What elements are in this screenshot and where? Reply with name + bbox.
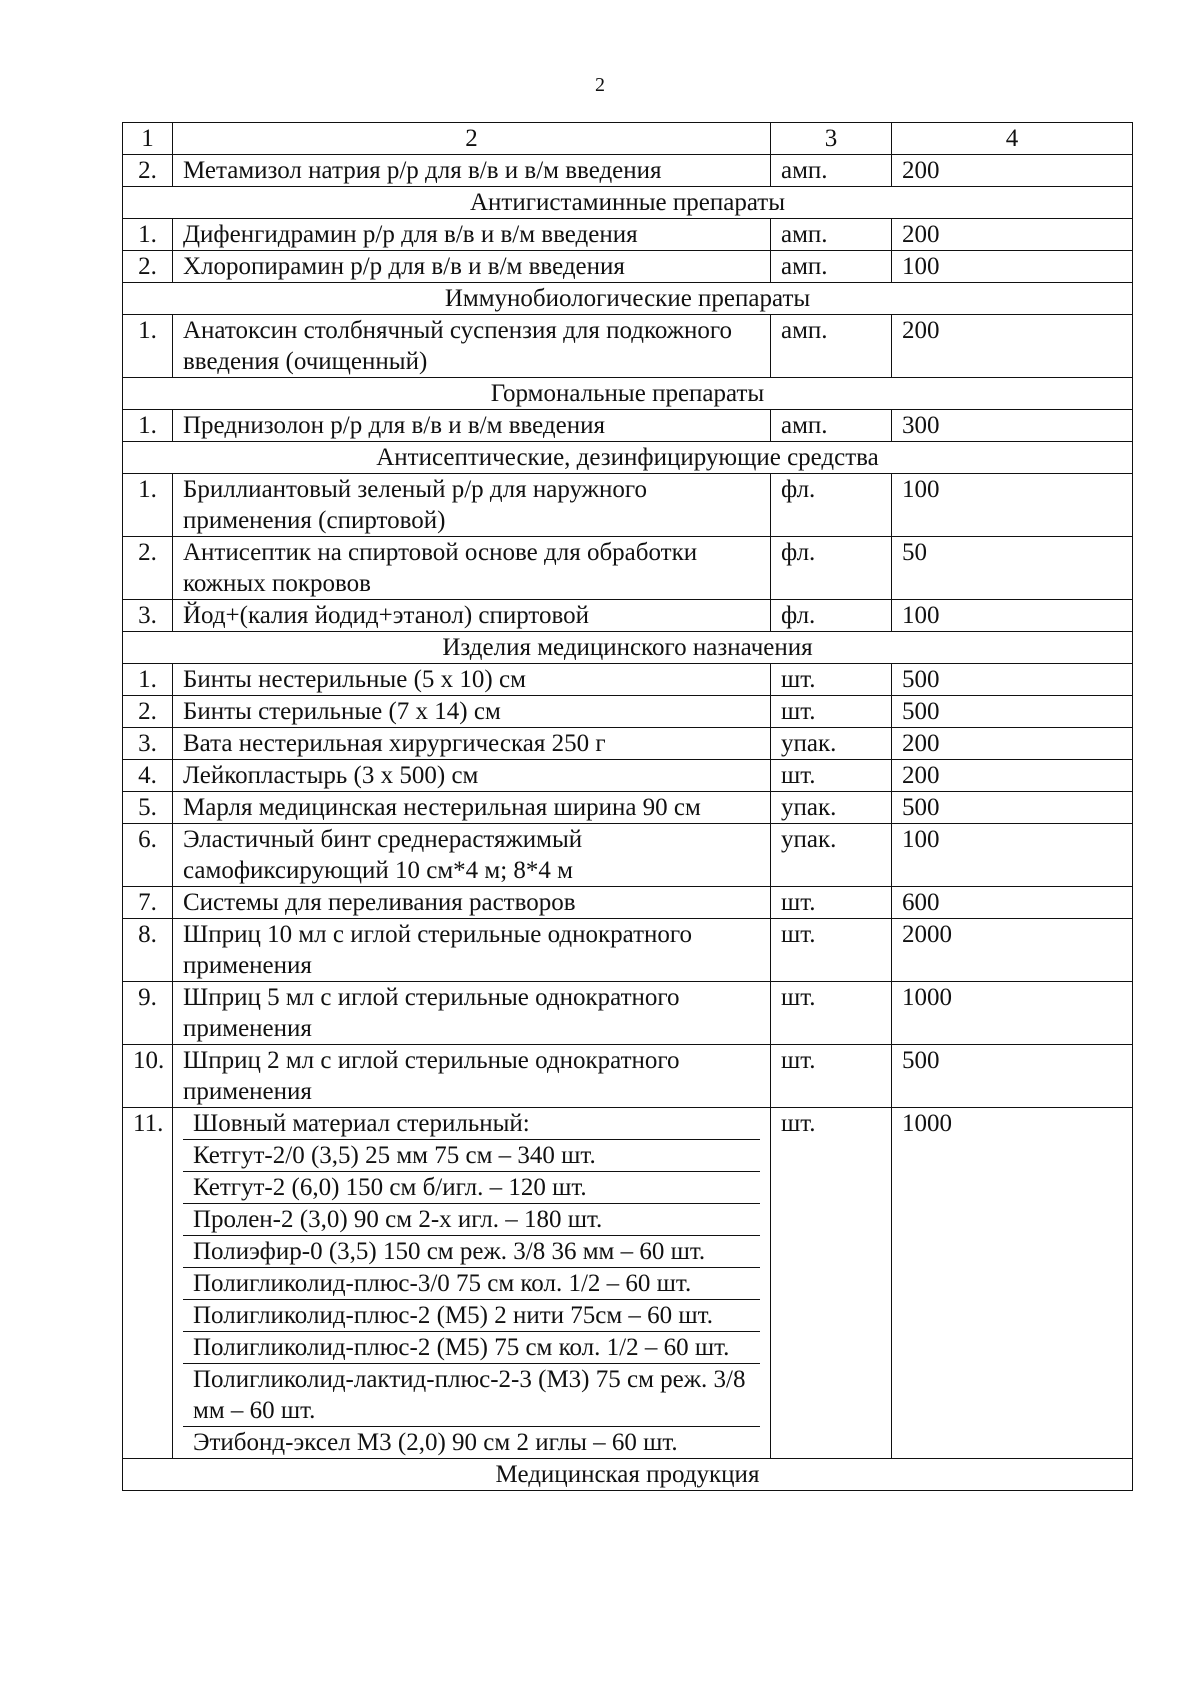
table-row [123, 537, 1133, 600]
sublist-item: Пролен-2 (3,0) 90 см 2-х игл. – 180 шт. [183, 1204, 760, 1236]
header-row [123, 123, 1133, 155]
section-title: Изделия медицинского назначения [123, 632, 1133, 664]
sublist-item: Кетгут-2 (6,0) 150 см б/игл. – 120 шт. [183, 1172, 760, 1204]
item-quantity: 500 [892, 664, 1133, 696]
table-row [123, 1045, 1133, 1108]
supplies-table [122, 122, 1133, 1491]
item-quantity: 500 [892, 792, 1133, 824]
item-quantity: 300 [892, 410, 1133, 442]
sublist-item: Полигликолид-плюс-2 (М5) 75 см кол. 1/2 – 60 шт. [183, 1332, 760, 1364]
item-name: Бинты нестерильные (5 х 10) см [173, 664, 771, 696]
table-row [123, 600, 1133, 632]
item-name: Лейкопластырь (3 х 500) см [173, 760, 771, 792]
table-row [123, 696, 1133, 728]
item-name: Марля медицинская нестерильная ширина 90 см [173, 792, 771, 824]
sublist-item: Кетгут-2/0 (3,5) 25 мм 75 см – 340 шт. [183, 1140, 760, 1172]
header-col-2: 2 [173, 123, 771, 155]
row-number: 4. [123, 760, 173, 792]
item-quantity: 200 [892, 728, 1133, 760]
item-unit: амп. [771, 315, 892, 378]
table-row [123, 315, 1133, 378]
table-row [123, 792, 1133, 824]
suture-sublist [183, 1108, 760, 1458]
sublist-item: Полигликолид-плюс-2 (М5) 2 нити 75см – 60 шт. [183, 1300, 760, 1332]
row-number: 5. [123, 792, 173, 824]
item-quantity: 200 [892, 760, 1133, 792]
section-title: Гормональные препараты [123, 378, 1133, 410]
header-col-4: 4 [892, 123, 1133, 155]
item-name: Антисептик на спиртовой основе для обработки кожных покровов [173, 537, 771, 600]
row-number: 1. [123, 664, 173, 696]
item-unit: шт. [771, 887, 892, 919]
item-name: Вата нестерильная хирургическая 250 г [173, 728, 771, 760]
table-row [123, 410, 1133, 442]
table-row [123, 664, 1133, 696]
item-unit: упак. [771, 824, 892, 887]
table-row [123, 474, 1133, 537]
section-title: Медицинская продукция [123, 1459, 1133, 1491]
item-unit: фл. [771, 474, 892, 537]
item-name: Преднизолон р/р для в/в и в/м введения [173, 410, 771, 442]
item-unit: амп. [771, 251, 892, 283]
table-row [123, 251, 1133, 283]
sublist-item: Полиэфир-0 (3,5) 150 см реж. 3/8 36 мм – 60 шт. [183, 1236, 760, 1268]
row-number: 9. [123, 982, 173, 1045]
item-quantity: 100 [892, 824, 1133, 887]
item-unit: упак. [771, 728, 892, 760]
group-row [123, 1108, 1133, 1459]
table-row [123, 824, 1133, 887]
item-name: Эластичный бинт среднерастяжимый самофиксирующий 10 см*4 м; 8*4 м [173, 824, 771, 887]
row-number: 7. [123, 887, 173, 919]
item-unit: шт. [771, 1108, 892, 1459]
section-row [123, 442, 1133, 474]
table-row [123, 728, 1133, 760]
sublist-item-row [183, 1140, 760, 1172]
item-name: Анатоксин столбнячный суспензия для подкожного введения (очищенный) [173, 315, 771, 378]
row-number: 1. [123, 315, 173, 378]
row-number: 6. [123, 824, 173, 887]
row-number: 2. [123, 251, 173, 283]
item-quantity: 100 [892, 474, 1133, 537]
item-unit: амп. [771, 410, 892, 442]
item-quantity: 500 [892, 696, 1133, 728]
item-unit: шт. [771, 760, 892, 792]
item-name: Хлоропирамин р/р для в/в и в/м введения [173, 251, 771, 283]
sublist-item-row [183, 1236, 760, 1268]
sublist-heading-row [183, 1108, 760, 1140]
sublist-item-row [183, 1268, 760, 1300]
sublist-item-row [183, 1172, 760, 1204]
item-unit: шт. [771, 696, 892, 728]
item-name: Шприц 5 мл с иглой стерильные однократного применения [173, 982, 771, 1045]
sublist-item: Этибонд-эксел М3 (2,0) 90 см 2 иглы – 60 шт. [193, 1429, 678, 1456]
table-row [123, 219, 1133, 251]
item-unit: упак. [771, 792, 892, 824]
item-quantity: 1000 [892, 982, 1133, 1045]
item-unit: амп. [771, 155, 892, 187]
row-number: 2. [123, 696, 173, 728]
header-col-3: 3 [771, 123, 892, 155]
sublist-item-row [183, 1364, 760, 1427]
item-quantity: 2000 [892, 919, 1133, 982]
item-unit: шт. [771, 664, 892, 696]
row-number: 10. [123, 1045, 173, 1108]
item-quantity: 50 [892, 537, 1133, 600]
item-unit: фл. [771, 537, 892, 600]
item-name: Метамизол натрия р/р для в/в и в/м введения [173, 155, 771, 187]
section-title: Антигистаминные препараты [123, 187, 1133, 219]
item-quantity: 200 [892, 155, 1133, 187]
row-number: 2. [123, 537, 173, 600]
row-number: 3. [123, 728, 173, 760]
sublist-item-row [183, 1204, 760, 1236]
item-quantity: 100 [892, 600, 1133, 632]
section-row [123, 1459, 1133, 1491]
row-number: 11. [123, 1108, 173, 1459]
item-quantity: 200 [892, 315, 1133, 378]
table-row [123, 919, 1133, 982]
sublist-item: Полигликолид-лактид-плюс-2-3 (М3) 75 см реж. 3/8 мм – 60 шт. [183, 1364, 760, 1427]
item-unit: шт. [771, 1045, 892, 1108]
item-name: Шприц 2 мл с иглой стерильные однократного применения [173, 1045, 771, 1108]
sublist-item-row [183, 1427, 760, 1459]
row-number: 1. [123, 410, 173, 442]
row-number: 1. [123, 474, 173, 537]
item-name: Дифенгидрамин р/р для в/в и в/м введения [173, 219, 771, 251]
item-name: Системы для переливания растворов [173, 887, 771, 919]
table-row [123, 982, 1133, 1045]
item-unit: фл. [771, 600, 892, 632]
section-title: Иммунобиологические препараты [123, 283, 1133, 315]
item-name: Йод+(калия йодид+этанол) спиртовой [173, 600, 771, 632]
row-number: 2. [123, 155, 173, 187]
section-title: Антисептические, дезинфицирующие средства [123, 442, 1133, 474]
item-unit: шт. [771, 919, 892, 982]
sublist-item: Полигликолид-плюс-3/0 75 см кол. 1/2 – 60 шт. [183, 1268, 760, 1300]
sublist-item-row [183, 1300, 760, 1332]
section-row [123, 283, 1133, 315]
item-unit: шт. [771, 982, 892, 1045]
item-quantity: 600 [892, 887, 1133, 919]
item-name: Бинты стерильные (7 х 14) см [173, 696, 771, 728]
page-number: 2 [595, 74, 605, 96]
item-unit: амп. [771, 219, 892, 251]
item-name: Бриллиантовый зеленый р/р для наружного применения (спиртовой) [173, 474, 771, 537]
item-quantity: 500 [892, 1045, 1133, 1108]
table-row [123, 887, 1133, 919]
section-row [123, 187, 1133, 219]
sublist-item-row [183, 1332, 760, 1364]
item-name: Шприц 10 мл с иглой стерильные однократного применения [173, 919, 771, 982]
item-quantity: 100 [892, 251, 1133, 283]
header-col-1: 1 [123, 123, 173, 155]
table-row [123, 760, 1133, 792]
item-name-group [173, 1108, 771, 1459]
item-quantity: 1000 [892, 1108, 1133, 1459]
row-number: 3. [123, 600, 173, 632]
table-row [123, 155, 1133, 187]
item-quantity: 200 [892, 219, 1133, 251]
section-row [123, 378, 1133, 410]
item-name: Шовный материал стерильный: [183, 1108, 760, 1140]
row-number: 8. [123, 919, 173, 982]
section-row [123, 632, 1133, 664]
row-number: 1. [123, 219, 173, 251]
